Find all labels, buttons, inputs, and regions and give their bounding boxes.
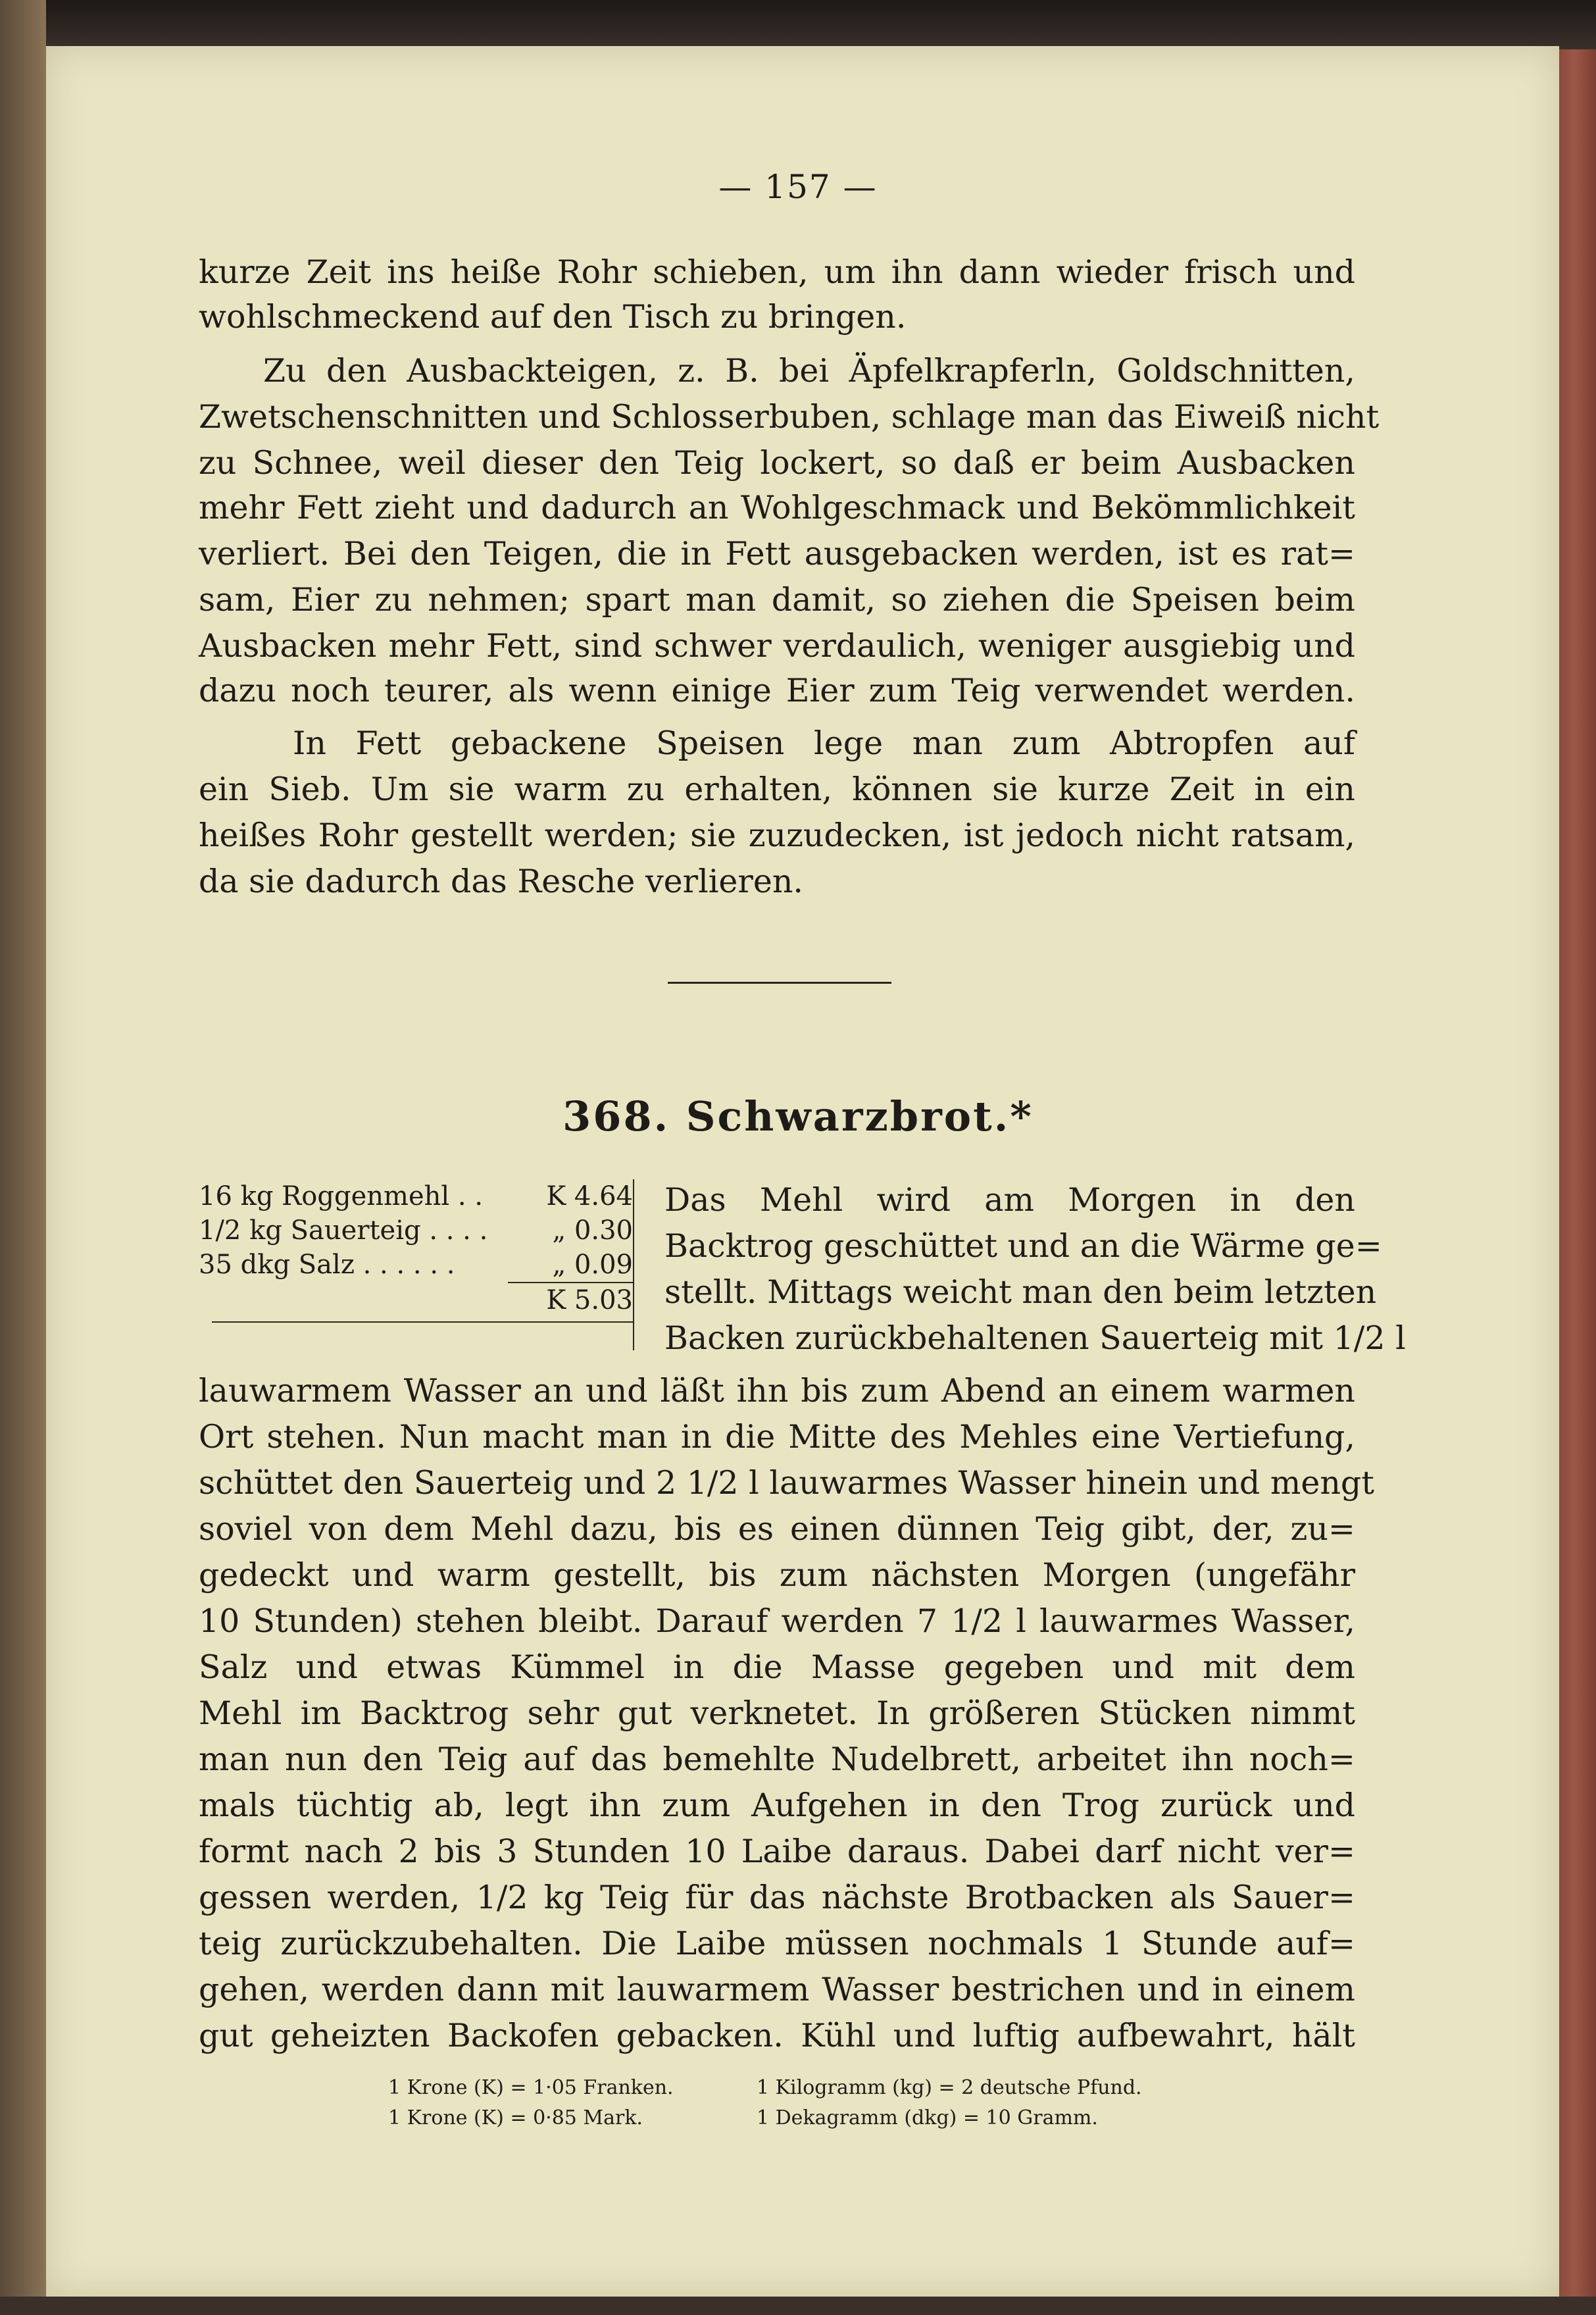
recipe-heading: 368. Schwarzbrot.*	[562, 1092, 1034, 1140]
scan-background-bottom	[0, 2297, 1596, 2315]
text-line: zu Schnee, weil dieser den Teig lockert, so daß er beim Ausbacken	[199, 444, 1355, 482]
text-line: man nun den Teig auf das bemehlte Nudelbrett, arbeitet ihn noch=	[199, 1741, 1355, 1778]
scan-background-left	[0, 0, 46, 2315]
ingredient-name: 16 kg Roggenmehl . .	[199, 1181, 484, 1211]
text-line: Das Mehl wird am Morgen in den	[664, 1181, 1355, 1219]
ingredient-row	[199, 1213, 633, 1248]
text-line: heißes Rohr gestellt werden; sie zuzudecken, ist jedoch nicht ratsam,	[199, 817, 1355, 854]
text-line: gut geheizten Backofen gebacken. Kühl und luftig aufbewahrt, hält	[199, 2017, 1355, 2054]
ingredient-row	[199, 1248, 633, 1282]
scan-background-top	[0, 0, 1596, 49]
footnotes	[388, 2073, 1178, 2133]
footnote-currency: 1 Krone (K) = 1·05 Franken.	[388, 2076, 674, 2099]
text-line: mehr Fett zieht und dadurch an Wohlgeschmack und Bekömmlichkeit	[199, 489, 1355, 526]
text-line: Ausbacken mehr Fett, sind schwer verdaulich, weniger ausgiebig und	[199, 627, 1355, 665]
ingredient-price: „ 0.09	[552, 1250, 633, 1280]
text-line: dazu noch teurer, als wenn einige Eier zum Teig verwendet werden.	[199, 672, 1355, 709]
ingredient-price: K 4.64	[546, 1181, 633, 1211]
text-line: gessen werden, 1/2 kg Teig für das nächste Brotbacken als Sauer=	[199, 1879, 1355, 1916]
ingredient-name: 1/2 kg Sauerteig . . . .	[199, 1215, 488, 1246]
footnote-weight: 1 Kilogramm (kg) = 2 deutsche Pfund.	[757, 2076, 1142, 2099]
text-line: lauwarmem Wasser an und läßt ihn bis zum Abend an einem warmen	[199, 1372, 1355, 1410]
text-line: Ort stehen. Nun macht man in die Mitte des Mehles eine Vertiefung,	[199, 1418, 1355, 1456]
footnote-weight: 1 Dekagramm (dkg) = 10 Gramm.	[757, 2106, 1098, 2129]
text-line: Backtrog geschüttet und an die Wärme ge=	[664, 1227, 1382, 1265]
text-line: sam, Eier zu nehmen; spart man damit, so ziehen die Speisen beim	[199, 581, 1355, 619]
ingredients-vertical-rule	[633, 1179, 634, 1350]
page-number: — 157 —	[718, 168, 878, 206]
text-line: 10 Stunden) stehen bleibt. Darauf werden 7 1/2 l lauwarmes Wasser,	[199, 1602, 1355, 1640]
text-line: gehen, werden dann mit lauwarmem Wasser bestrichen und in einem	[199, 1971, 1355, 2008]
ingredient-name: 35 dkg Salz . . . . . .	[199, 1250, 455, 1280]
text-line: verliert. Bei den Teigen, die in Fett ausgebacken werden, ist es rat=	[199, 535, 1355, 572]
text-line: da sie dadurch das Resche verlieren.	[199, 863, 803, 900]
ingredient-price: „ 0.30	[552, 1215, 633, 1246]
text-line: wohlschmeckend auf den Tisch zu bringen.	[199, 298, 907, 336]
ingredients-bottom-rule	[212, 1321, 633, 1323]
text-line: In Fett gebackene Speisen lege man zum Abtropfen auf	[293, 725, 1355, 762]
footnote-currency: 1 Krone (K) = 0·85 Mark.	[388, 2106, 643, 2129]
text-line: Zu den Ausbackteigen, z. B. bei Äpfelkrapferln, Goldschnitten,	[263, 352, 1355, 390]
ingredients-total-value: K 5.03	[546, 1285, 633, 1315]
text-line: Zwetschenschnitten und Schlosserbuben, schlage man das Eiweiß nicht	[199, 398, 1380, 436]
text-line: kurze Zeit ins heiße Rohr schieben, um ihn dann wieder frisch und	[199, 253, 1355, 291]
text-line: Mehl im Backtrog sehr gut verknetet. In größeren Stücken nimmt	[199, 1694, 1355, 1732]
text-line: teig zurückzubehalten. Die Laibe müssen nochmals 1 Stunde auf=	[199, 1925, 1355, 1962]
text-line: Backen zurückbehaltenen Sauerteig mit 1/2 l	[664, 1319, 1406, 1357]
footnote-row	[388, 2103, 1178, 2133]
text-line: gedeckt und warm gestellt, bis zum nächsten Morgen (ungefähr	[199, 1556, 1355, 1594]
book-edge	[1559, 49, 1596, 2315]
text-line: soviel von dem Mehl dazu, bis es einen dünnen Teig gibt, der, zu=	[199, 1510, 1355, 1548]
text-line: Salz und etwas Kümmel in die Masse gegeben und mit dem	[199, 1648, 1355, 1686]
text-line: formt nach 2 bis 3 Stunden 10 Laibe daraus. Dabei darf nicht ver=	[199, 1833, 1355, 1870]
text-line: schüttet den Sauerteig und 2 1/2 l lauwarmes Wasser hinein und mengt	[199, 1464, 1374, 1502]
footnote-row	[388, 2073, 1178, 2103]
ingredient-row	[199, 1179, 633, 1213]
ingredient-list	[199, 1179, 633, 1323]
text-line: stellt. Mittags weicht man den beim letzten	[664, 1273, 1377, 1311]
text-line: ein Sieb. Um sie warm zu erhalten, können sie kurze Zeit in ein	[199, 771, 1355, 808]
section-divider	[668, 982, 891, 984]
ingredients-total	[508, 1282, 633, 1317]
text-line: mals tüchtig ab, legt ihn zum Aufgehen in den Trog zurück und	[199, 1787, 1355, 1824]
